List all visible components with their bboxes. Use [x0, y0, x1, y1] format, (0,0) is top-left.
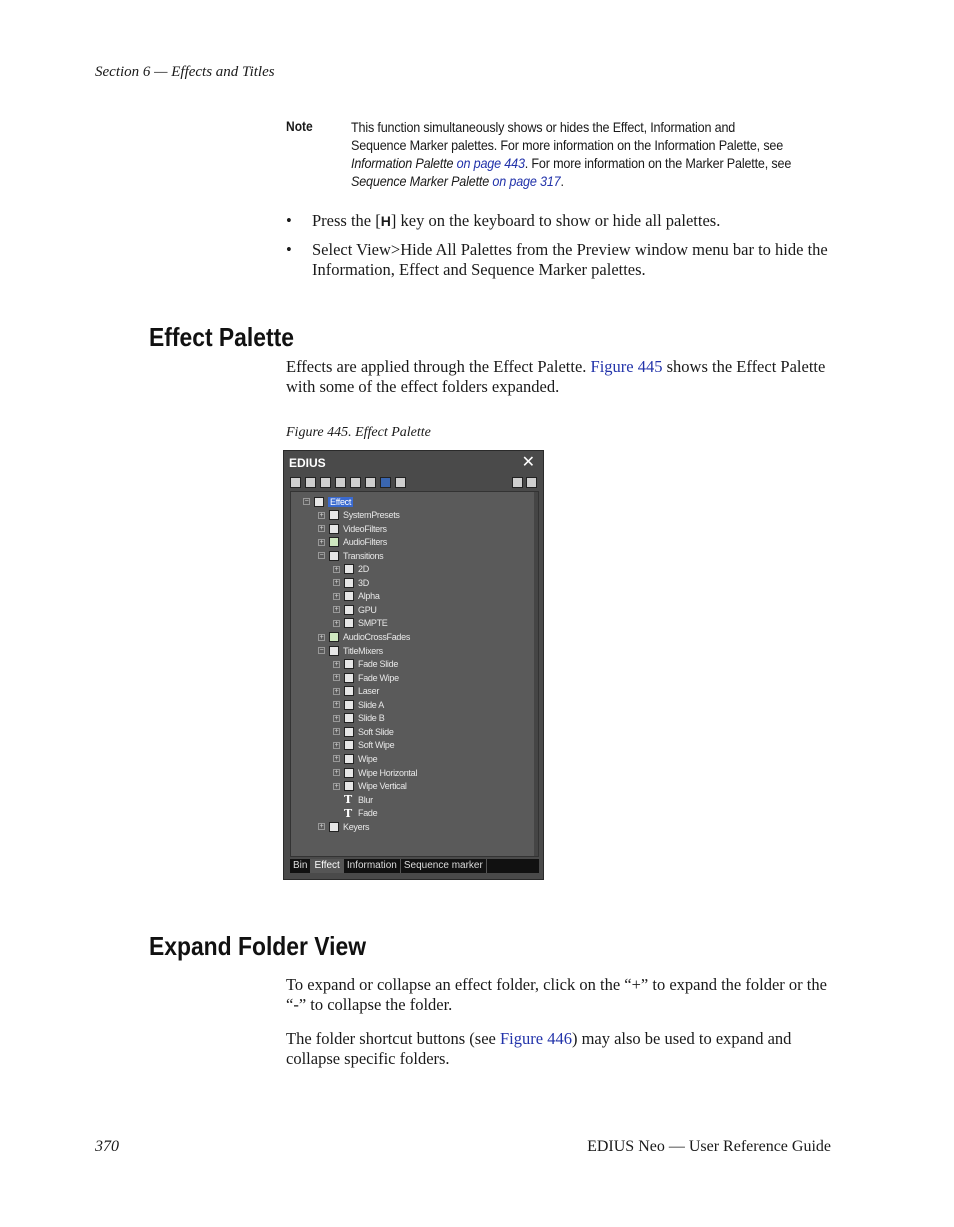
expand-icon[interactable] [333, 796, 340, 803]
effect-palette-window [283, 450, 544, 880]
tree-node[interactable] [333, 807, 377, 820]
tree-node-label: AudioCrossFades [343, 632, 411, 642]
tree-node[interactable] [318, 522, 387, 535]
figure-caption: Figure 445. Effect Palette [286, 425, 431, 440]
expand-icon[interactable]: + [319, 823, 324, 831]
palette-toolbar-right [512, 477, 537, 488]
tree-node-label: Wipe Vertical [358, 781, 407, 792]
tree-node-label: Wipe [358, 753, 378, 764]
folder-open-icon [329, 646, 339, 656]
tree-node[interactable] [333, 793, 373, 806]
folder-icon [344, 768, 354, 778]
folder-shortcut-button[interactable] [320, 477, 331, 488]
tree-node-label: Slide A [358, 699, 384, 710]
title-mixer-shortcut-button[interactable] [380, 477, 391, 488]
tree-node-label: Fade Slide [358, 659, 399, 670]
expand-folder-paragraph-1: To expand or collapse an effect folder, click on the “+” to expand the folder or the “-” to collapse the folder. [286, 975, 827, 1014]
palette-toolbar [290, 477, 406, 489]
tree-node[interactable] [333, 752, 377, 765]
tree-node-label: 3D [358, 577, 369, 588]
lock-icon[interactable] [526, 477, 537, 488]
tree-node[interactable] [303, 495, 353, 508]
folder-icon [344, 713, 354, 723]
tree-node[interactable] [333, 698, 384, 711]
folder-shortcut-button[interactable] [350, 477, 361, 488]
title-effect-icon: T [344, 806, 352, 820]
footer-title: EDIUS Neo — User Reference Guide [587, 1138, 831, 1155]
title-effect-icon: T [344, 793, 352, 807]
tree-node[interactable] [333, 563, 369, 576]
folder-icon [344, 659, 354, 669]
folder-icon [344, 605, 354, 615]
palette-title: EDIUS [289, 456, 326, 470]
palette-tabs [290, 859, 539, 873]
folder-icon [344, 754, 354, 764]
tree-node-label: SystemPresets [343, 510, 400, 521]
tree-node-label: TitleMixers [343, 645, 383, 656]
folder-open-icon [329, 551, 339, 561]
tree-node-label: Fade [358, 808, 378, 819]
tree-node-label: SMPTE [358, 618, 388, 629]
folder-icon [329, 537, 339, 547]
tree-node-label: Soft Slide [358, 726, 394, 737]
link-page-317[interactable]: on page 317 [492, 173, 561, 189]
expand-icon[interactable]: + [334, 606, 339, 614]
expand-icon[interactable]: + [334, 592, 339, 600]
folder-icon [344, 673, 354, 683]
collapse-icon[interactable]: − [319, 647, 324, 655]
tree-node[interactable] [333, 725, 394, 738]
tree-node-label: 2D [358, 564, 369, 575]
tree-node-label: Slide B [358, 713, 385, 724]
tree-node-label: Blur [358, 794, 373, 805]
section-heading-expand-folder-view: Expand Folder View [149, 931, 367, 961]
note-text: This function simultaneously shows or hides the Effect, Information and Sequence Marker palettes. For more information on the Information Palette, see Information Palette on page 443. For more information on the Marker Palette, see Sequence Marker Palette on page 317. [351, 119, 792, 189]
tree-node[interactable] [333, 617, 388, 630]
folder-icon [329, 632, 339, 642]
tree-node-label: GPU [358, 604, 377, 615]
expand-icon[interactable]: + [334, 728, 339, 736]
tree-node[interactable] [318, 631, 410, 644]
tree-node[interactable] [333, 576, 369, 589]
expand-icon[interactable]: + [334, 674, 339, 682]
expand-folder-paragraph-2: The folder shortcut buttons (see Figure 446) may also be used to expand and collapse specific folders. [286, 1029, 792, 1068]
view-mode-button[interactable] [512, 477, 523, 488]
tree-node[interactable] [333, 780, 407, 793]
expand-icon[interactable]: + [334, 687, 339, 695]
tree-node-label: Soft Wipe [358, 740, 395, 751]
folder-shortcut-button[interactable] [305, 477, 316, 488]
keyer-shortcut-button[interactable] [395, 477, 406, 488]
folder-icon [329, 510, 339, 520]
effect-palette-paragraph: Effects are applied through the Effect Palette. Figure 445 shows the Effect Palette with some of the effect folders expanded. [286, 357, 826, 396]
tab-information[interactable]: Information [344, 859, 401, 873]
expand-icon[interactable] [333, 810, 340, 817]
expand-icon[interactable]: + [334, 565, 339, 573]
folder-icon [344, 564, 354, 574]
expand-icon[interactable]: + [334, 579, 339, 587]
folder-icon [344, 740, 354, 750]
tree-node[interactable] [318, 644, 383, 657]
note-label: Note [286, 118, 313, 134]
expand-icon[interactable]: + [319, 538, 324, 546]
tree-node[interactable] [333, 766, 417, 779]
tree-node-label: Wipe Horizontal [358, 767, 418, 778]
folder-shortcut-button[interactable] [335, 477, 346, 488]
expand-icon[interactable]: + [319, 525, 324, 533]
expand-icon[interactable]: + [334, 714, 339, 722]
tree-node-label: Keyers [343, 821, 370, 832]
folder-icon [344, 578, 354, 588]
expand-icon[interactable]: + [319, 511, 324, 519]
tree-scrollbar[interactable] [534, 492, 538, 856]
tree-node-label: Fade Wipe [358, 672, 399, 683]
section-heading-effect-palette: Effect Palette [149, 322, 294, 352]
collapse-icon[interactable]: − [304, 498, 309, 505]
tree-node-label: Alpha [358, 591, 380, 602]
effect-tree [290, 491, 539, 857]
folder-icon [329, 822, 339, 832]
tree-node[interactable] [333, 590, 380, 603]
tree-node[interactable] [333, 603, 377, 616]
tree-node[interactable] [333, 671, 399, 684]
tree-node[interactable] [333, 685, 379, 698]
tree-node-label: VideoFilters [343, 523, 387, 534]
expand-icon[interactable]: + [334, 782, 339, 790]
tree-node-label: Laser [358, 686, 380, 697]
tree-node[interactable] [318, 509, 400, 522]
expand-icon[interactable]: + [334, 741, 339, 749]
expand-icon[interactable]: + [334, 755, 339, 763]
folder-icon [344, 727, 354, 737]
expand-icon[interactable]: + [334, 769, 339, 776]
folder-shortcut-button[interactable] [365, 477, 376, 488]
link-figure-446[interactable]: Figure 446 [499, 1029, 572, 1048]
folder-icon [344, 591, 354, 601]
page-number: 370 [95, 1138, 119, 1155]
tab-sequence-marker[interactable]: Sequence marker [401, 859, 487, 873]
tree-node-label: Effect [330, 496, 352, 507]
tree-node[interactable] [318, 549, 383, 562]
tree-node[interactable] [333, 712, 384, 725]
expand-icon[interactable]: + [334, 660, 339, 668]
folder-icon [344, 700, 354, 710]
tab-bin[interactable]: Bin [290, 859, 311, 873]
folder-icon [344, 781, 354, 791]
link-figure-445[interactable]: Figure 445 [590, 357, 663, 376]
expand-icon[interactable]: + [319, 633, 324, 641]
folder-icon [344, 686, 354, 696]
folder-icon [344, 618, 354, 628]
folder-open-icon [314, 497, 324, 507]
expand-icon[interactable]: + [334, 701, 339, 709]
link-page-443[interactable]: on page 443 [456, 155, 525, 171]
tree-node[interactable] [333, 739, 394, 752]
collapse-icon[interactable]: − [319, 552, 324, 560]
running-header: Section 6 — Effects and Titles [95, 64, 275, 80]
folder-shortcut-button[interactable] [290, 477, 301, 488]
expand-icon[interactable]: + [334, 619, 339, 627]
tree-node-label: AudioFilters [343, 537, 387, 548]
tree-node[interactable] [318, 536, 387, 549]
tree-node[interactable] [333, 658, 398, 671]
tab-effect[interactable]: Effect [311, 859, 343, 873]
tree-node-label: Transitions [343, 550, 384, 561]
folder-icon [329, 524, 339, 534]
tree-node[interactable] [318, 820, 369, 833]
close-icon[interactable]: ✕ [521, 452, 535, 471]
